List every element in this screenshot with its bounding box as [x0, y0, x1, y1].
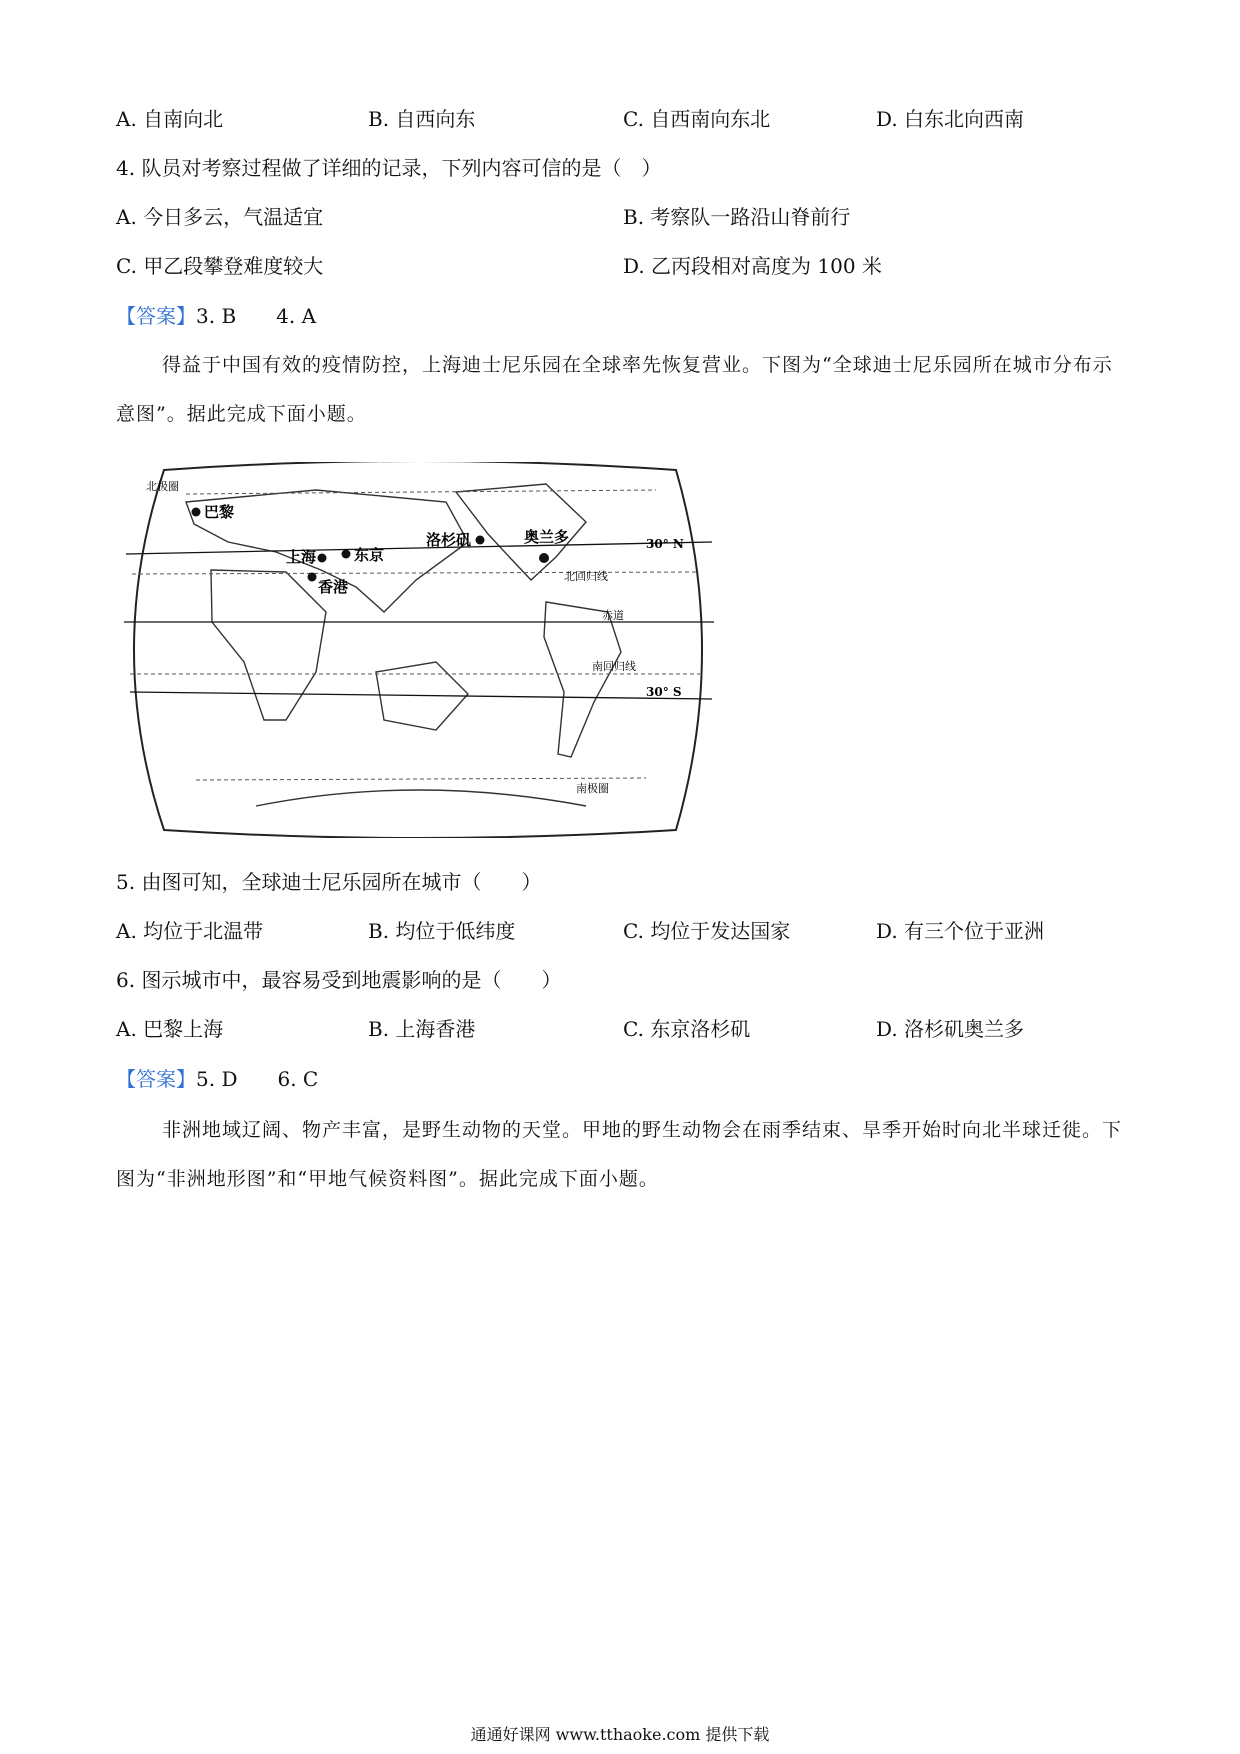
label-tropic-capricorn: 南回归线 — [592, 660, 636, 673]
q4-option-c: C. 甲乙段攀登难度较大 — [116, 254, 324, 278]
q5-option-b: B. 均位于低纬度 — [368, 919, 516, 943]
intro-paragraph-1: 得益于中国有效的疫情防控，上海迪士尼乐园在全球率先恢复营业。下图为“全球迪士尼乐园所在城市分布示意图”。据此完成下面小题。 — [116, 354, 1113, 425]
city-label-losangeles: 洛杉矶 — [426, 531, 472, 549]
q3-option-c: C. 自西南向东北 — [623, 107, 771, 131]
city-marker-hongkong — [308, 573, 317, 582]
city-label-orlando: 奥兰多 — [524, 528, 570, 546]
city-marker-tokyo — [342, 550, 351, 559]
q3-option-a: A. 自南向北 — [116, 107, 224, 131]
city-label-shanghai: 上海 — [286, 548, 317, 566]
q5-stem: 5. 由图可知，全球迪士尼乐园所在城市（ ） — [116, 870, 542, 894]
world-disney-map — [116, 462, 716, 838]
q6-stem: 6. 图示城市中，最容易受到地震影响的是（ ） — [116, 968, 562, 992]
q3-option-d: D. 白东北向西南 — [876, 107, 1025, 131]
label-30s: 30° S — [646, 685, 682, 699]
intro-paragraph-2: 非洲地域辽阔、物产丰富，是野生动物的天堂。甲地的野生动物会在雨季结束、旱季开始时向北半球迁徙。下图为“非洲地形图”和“甲地气候资料图”。据此完成下面小题。 — [116, 1119, 1123, 1190]
q4-option-b: B. 考察队一路沿山脊前行 — [623, 205, 851, 229]
q4-stem: 4. 队员对考察过程做了详细的记录，下列内容可信的是（ ） — [116, 156, 662, 180]
q6-option-a: A. 巴黎上海 — [116, 1017, 224, 1041]
label-30n: 30° N — [646, 537, 684, 551]
city-label-paris: 巴黎 — [204, 503, 235, 521]
q5-option-a: A. 均位于北温带 — [116, 919, 264, 943]
answer-tag: 【答案】 — [116, 304, 196, 328]
q6-option-b: B. 上海香港 — [368, 1017, 476, 1041]
label-equator: 赤道 — [602, 609, 624, 622]
q4-option-a: A. 今日多云，气温适宜 — [116, 205, 324, 229]
label-arctic-circle: 北极圈 — [146, 480, 179, 493]
q4-option-d: D. 乙丙段相对高度为 100 米 — [623, 254, 882, 278]
answer-block-2: 【答案】5. D 6. C — [116, 1067, 319, 1091]
city-label-tokyo: 东京 — [354, 546, 385, 564]
q6-option-c: C. 东京洛杉矶 — [623, 1017, 751, 1041]
city-marker-orlando — [539, 553, 549, 563]
page-footer: 通通好课网 www.tthaoke.com 提供下载 — [470, 1725, 770, 1744]
label-antarctic-circle: 南极圈 — [576, 782, 609, 795]
q5-option-c: C. 均位于发达国家 — [623, 919, 791, 943]
answer-block-1: 【答案】3. B 4. A — [116, 304, 317, 328]
label-tropic-cancer: 北回归线 — [564, 570, 608, 583]
q5-option-d: D. 有三个位于亚洲 — [876, 919, 1045, 943]
q6-option-d: D. 洛杉矶奥兰多 — [876, 1017, 1025, 1041]
answer-tag: 【答案】 — [116, 1067, 196, 1091]
city-marker-shanghai — [318, 554, 327, 563]
q3-option-b: B. 自西向东 — [368, 107, 476, 131]
city-marker-paris — [192, 508, 201, 517]
city-marker-losangeles — [476, 536, 485, 545]
city-label-hongkong: 香港 — [318, 578, 349, 596]
